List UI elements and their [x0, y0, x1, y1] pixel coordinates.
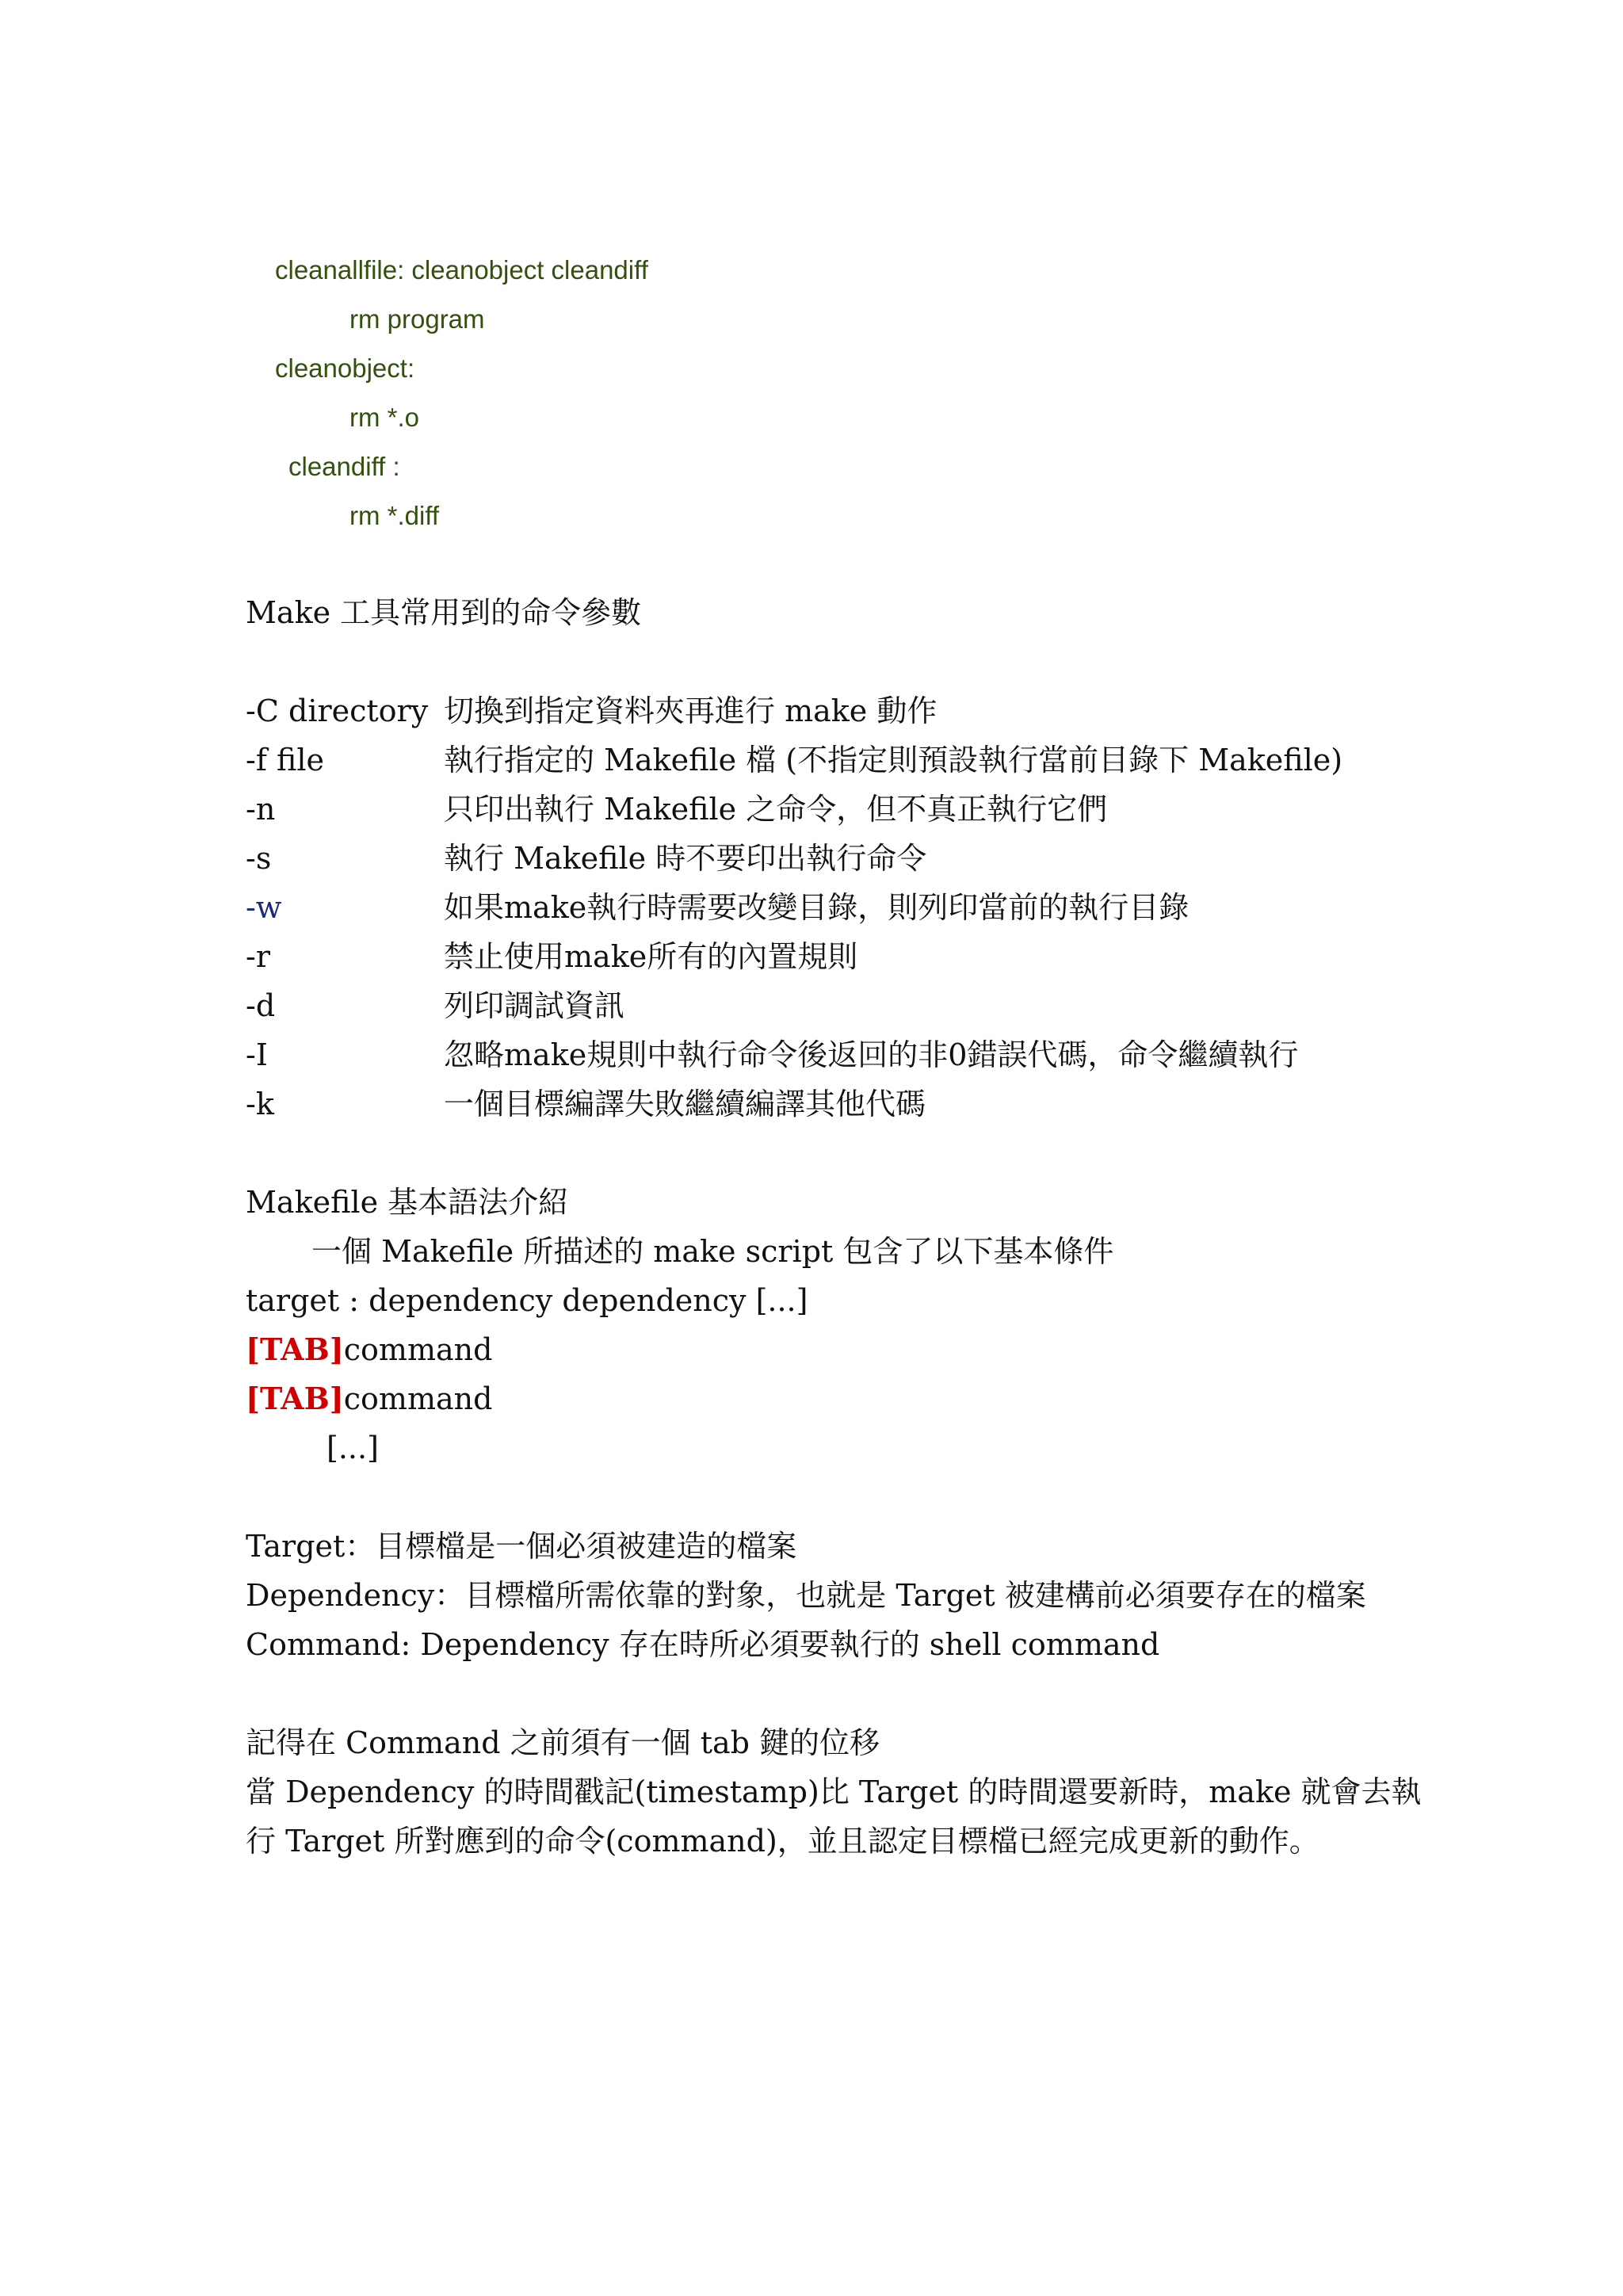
definition-target: Target：目標檔是一個必須被建造的檔案: [246, 1529, 797, 1564]
option-desc: 只印出執行 Makefile 之命令，但不真正執行它們: [444, 792, 1108, 827]
option-desc: 如果make執行時需要改變目錄，則列印當前的執行目錄: [444, 890, 1190, 925]
definition-command: Command: Dependency 存在時所必須要執行的 shell command: [246, 1627, 1160, 1662]
option-flag: -r: [246, 939, 271, 974]
code-line-rm-diff: rm *.diff: [349, 501, 440, 530]
params-heading: Make 工具常用到的命令參數: [246, 595, 642, 630]
code-line-cleandiff: cleandiff :: [288, 452, 400, 481]
definition-dependency: Dependency：目標檔所需依靠的對象，也就是 Target 被建構前必須要存在的檔案: [246, 1578, 1366, 1613]
code-line-rm-program: rm program: [349, 304, 485, 334]
note-line-3: 行 Target 所對應到的命令(command)，並且認定目標檔已經完成更新的動作。: [246, 1824, 1319, 1859]
note-line-1: 記得在 Command 之前須有一個 tab 鍵的位移: [246, 1725, 880, 1760]
syntax-command-line: [246, 1381, 492, 1417]
tab-marker: [TAB]: [246, 1381, 344, 1416]
option-desc: 切換到指定資料夾再進行 make 動作: [444, 693, 938, 728]
syntax-rule-line: target : dependency dependency [...]: [246, 1283, 808, 1318]
code-line-cleanobject: cleanobject:: [275, 353, 415, 383]
option-flag: -n: [246, 792, 276, 827]
code-line-rm-o: rm *.o: [349, 403, 420, 432]
option-desc: 禁止使用make所有的內置規則: [444, 939, 858, 974]
option-desc: 忽略make規則中執行命令後返回的非0錯誤代碼，命令繼續執行: [444, 1037, 1299, 1072]
option-desc: 列印調試資訊: [444, 988, 625, 1023]
option-desc: 一個目標編譯失敗繼續編譯其他代碼: [444, 1087, 926, 1121]
command-word: command: [343, 1381, 493, 1416]
option-flag: -w: [246, 890, 282, 925]
tab-marker: [TAB]: [246, 1331, 344, 1367]
option-flag: -I: [246, 1037, 268, 1072]
code-line-cleanallfile: cleanallfile: cleanobject cleandiff: [275, 255, 648, 285]
option-flag: -d: [246, 988, 276, 1023]
command-word: command: [343, 1332, 493, 1367]
syntax-ellipsis: [...]: [327, 1431, 379, 1465]
syntax-intro: 一個 Makefile 所描述的 make script 包含了以下基本條件: [311, 1234, 1114, 1269]
option-flag: -f file: [246, 743, 324, 777]
note-line-2: 當 Dependency 的時間戳記(timestamp)比 Target 的時間還要新時，make 就會去執: [246, 1775, 1422, 1809]
option-flag: -C directory: [246, 693, 429, 728]
option-desc: 執行指定的 Makefile 檔 (不指定則預設執行當前目錄下 Makefile): [444, 743, 1343, 777]
option-flag: -k: [246, 1087, 274, 1121]
option-flag: -s: [246, 841, 272, 876]
option-desc: 執行 Makefile 時不要印出執行命令: [444, 841, 927, 876]
syntax-heading: Makefile 基本語法介紹: [246, 1185, 569, 1220]
syntax-command-line: [246, 1331, 492, 1368]
